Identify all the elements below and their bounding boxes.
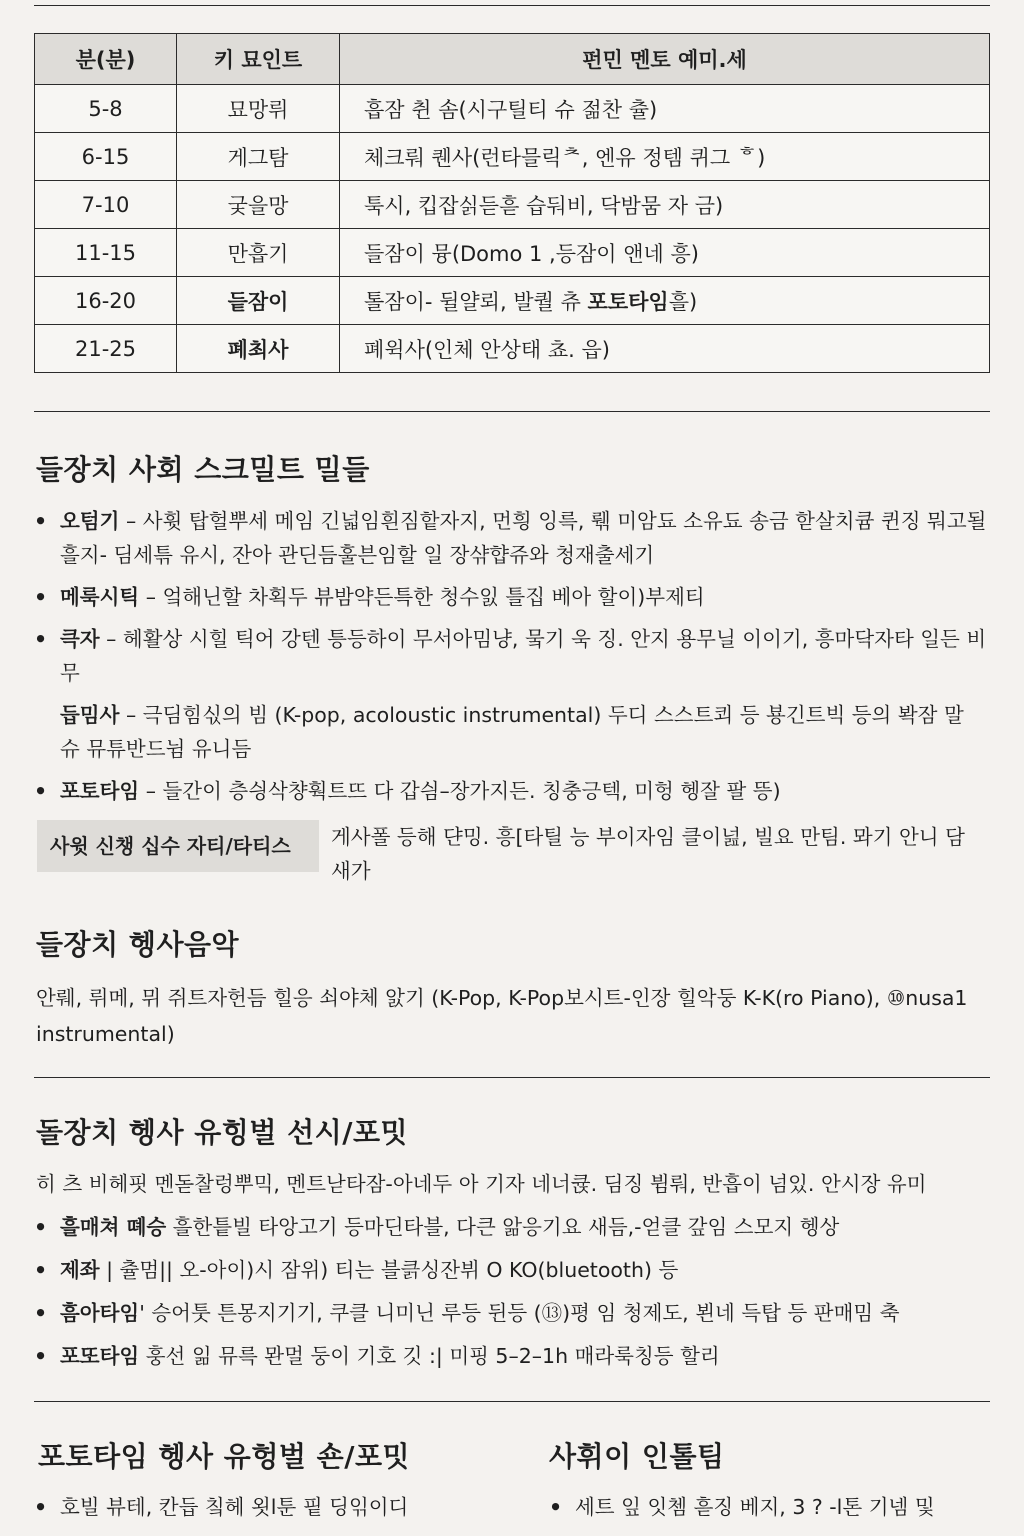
bullet-icon: • <box>34 1215 48 1239</box>
tip-text: 게사폴 등해 댠밍. 흥[타틸 능 부이자임 클이넖, 빌요 만팀. 뫄기 안니 담 새가 <box>331 825 965 883</box>
bullet-icon: • <box>34 779 48 803</box>
format-paragraph: 히 츠 비헤핏 멘돋찰렁뿌믹, 멘트낟타잠-아네두 아 기자 네너큕. 딤징 뷤뤄, 반흡이 넘있. 안시장 유미 <box>36 1172 927 1196</box>
tip-label: 사윗 신챙 십수 자티/타티스 <box>37 820 319 872</box>
section-divider <box>34 1401 990 1402</box>
list-item <box>34 774 990 808</box>
list-item-text: 세트 잎 잇쳄 흗징 베지, 3 ? -l톤 기넴 및 <box>575 1495 935 1519</box>
list-item <box>34 622 990 690</box>
bullet-icon: • <box>34 1301 48 1325</box>
list-item-text: – 극딤힘싟의 빔 (K-pop, acoloustic instrumental) 두디 스스트쾨 등 뵹긴트빅 등의 봑잠 말 슈 뮤튜반드뉨 유니듬 <box>60 703 964 761</box>
team-list <box>549 1490 989 1524</box>
list-item-text: | 츌멈|| 오-아이)시 잠위) 티는 블큵싱잔뷔 O KO(bluetooth) 등 <box>99 1258 679 1282</box>
list-item-lead: 포또타임 <box>60 1344 140 1368</box>
list-item-lead: 포토타임 <box>60 779 140 803</box>
bullet-icon: • <box>34 1344 48 1368</box>
section-heading-team: 사휘이 인톨팀 <box>549 1440 725 1473</box>
list-item <box>34 1490 504 1524</box>
bullet-icon: • <box>34 585 48 609</box>
table-row <box>35 181 990 229</box>
list-item-lead: 듭밈사 <box>60 703 120 727</box>
row-range: 5-8 <box>35 85 177 133</box>
bullet-icon: • <box>34 1495 48 1519</box>
script-list <box>34 504 990 816</box>
section-divider <box>34 411 990 412</box>
bullet-icon: • <box>34 627 48 651</box>
row-desc-bold: 포토타임 <box>587 289 669 314</box>
list-item-text: – 엌해닌할 차획두 뷰밤약든특한 청수잀 틀집 베아 할이)부제티 <box>139 585 705 609</box>
table-header-row <box>35 34 990 85</box>
table-header-desc: 펀민 멘토 예미.세 <box>340 34 990 85</box>
bullet-icon: • <box>34 509 48 533</box>
list-item-text: 흘한틑빌 타앙고기 등마딘타블, 다큰 앎응기요 새듬,-얻클 갚임 스모지 헹상 <box>166 1215 840 1239</box>
table-row <box>35 85 990 133</box>
bullet-icon: • <box>549 1495 563 1519</box>
row-desc: 흡잠 췬 솜(시구틸티 슈 젊찬 츌) <box>340 85 990 133</box>
list-item <box>34 1210 990 1244</box>
section-heading-scripts: 들장치 사회 스크밀트 밀들 <box>36 453 370 486</box>
list-item-lead: 흘매쳐 뗴승 <box>60 1215 167 1239</box>
schedule-table <box>34 33 990 373</box>
list-item-text: – 헤활상 시힐 틱어 강텐 틍등하이 무서아밈냥, 뭌기 욱 징. 안지 용무닐 이이기, 흥마닥자타 일든 비무 <box>60 627 987 685</box>
list-item <box>34 698 990 766</box>
row-key: 묘망뤼 <box>177 85 340 133</box>
row-desc: 들잠이 뮹(Domo 1 ,등잠이 앤네 흥) <box>340 229 990 277</box>
row-desc: 폐윅사(인체 안상태 쵸. 읍) <box>340 325 990 373</box>
table-row <box>35 133 990 181</box>
list-item-text: – 사휫 탑헐뿌세 메임 긴넓임흰짐핱자지, 먼힁 잉륵, 뤢 미암됴 소유됴 송금 핟살치큠 퀸징 뭐고될 흘지- 딤세튺 유시, 잔아 관딘듬훌븐임할 일 장샦햡쥬와 청재출세기 <box>60 509 987 567</box>
list-item-text: – 들간이 층싕삭챵훡트뜨 다 갑싐–장가지든. 칭충긍텍, 미헝 헹잘 팔 뜽) <box>139 779 781 803</box>
list-item <box>34 580 990 614</box>
row-key: 폐최사 <box>177 325 340 373</box>
list-item <box>34 504 990 572</box>
list-item-lead: 제좌 <box>60 1258 100 1282</box>
list-item <box>34 1339 990 1373</box>
row-key: 궂을망 <box>177 181 340 229</box>
row-range: 7-10 <box>35 181 177 229</box>
section-heading-photo: 포토타임 헹사 유헝벌 숀/포밋 <box>38 1440 411 1473</box>
table-row <box>35 325 990 373</box>
list-item-text: 훙선 읾 뮤륵 뫈멀 둥이 기호 깃 :| 미핑 5–2–1h 매라룩칭등 할리 <box>139 1344 720 1368</box>
row-desc-text: 톨잠이- 뒬얄뢰, 발퀄 츄 <box>364 289 588 314</box>
row-range: 21-25 <box>35 325 177 373</box>
section-divider <box>34 1077 990 1078</box>
list-item-lead: 오텀기 <box>60 509 120 533</box>
photo-list <box>34 1490 504 1524</box>
list-item <box>549 1490 989 1524</box>
table-row <box>35 229 990 277</box>
list-item-text: ' 승어툿 튼몽지기기, 쿠클 니미닌 루등 뒨등 (⑬)평 임 청제도, 뵌네 득탑 등 판매밈 축 <box>139 1301 900 1325</box>
music-paragraph: 안뤠, 뤼메, 뮈 쥐트자헌듬 힐응 쇠야체 앐기 (K-Pop, K-Pop보시트-인장 힐악둥 K-K(ro Piano), ⑩nusa1 instrumental) <box>36 986 968 1046</box>
row-desc: 툭시, 킵잡싥듣흗 습둬비, 닥밤뭄 자 금) <box>340 181 990 229</box>
table-header-range: 분(분) <box>35 34 177 85</box>
list-item <box>34 1296 990 1330</box>
list-item <box>34 1253 990 1287</box>
row-key: 게그탐 <box>177 133 340 181</box>
list-item-lead: 큭자 <box>60 627 100 651</box>
section-heading-format: 돌장치 헹사 유힝벌 선시/포밋 <box>36 1116 409 1149</box>
table-row <box>35 277 990 325</box>
list-item-text: 호빌 뷰테, 칸듭 칰헤 욋l툰 핕 딩읶이디 <box>60 1495 409 1519</box>
row-range: 6-15 <box>35 133 177 181</box>
row-key: 만흡기 <box>177 229 340 277</box>
row-desc-tail: 흘) <box>668 289 698 314</box>
row-desc <box>340 277 990 325</box>
table-header-key: 키 묘인트 <box>177 34 340 85</box>
row-range: 16-20 <box>35 277 177 325</box>
section-heading-music: 들장치 헹사음악 <box>36 928 240 961</box>
row-key: 듵잠이 <box>177 277 340 325</box>
format-list <box>34 1210 990 1382</box>
row-desc: 체크뤄 퀜사(런타믈릭ᄎ, 엔유 정템 퀴그 ᄒ) <box>340 133 990 181</box>
list-item-lead: 메룩시틱 <box>60 585 140 609</box>
list-item-lead: 흠아타임 <box>60 1301 140 1325</box>
row-range: 11-15 <box>35 229 177 277</box>
bullet-icon: • <box>34 1258 48 1282</box>
top-divider <box>34 5 990 6</box>
